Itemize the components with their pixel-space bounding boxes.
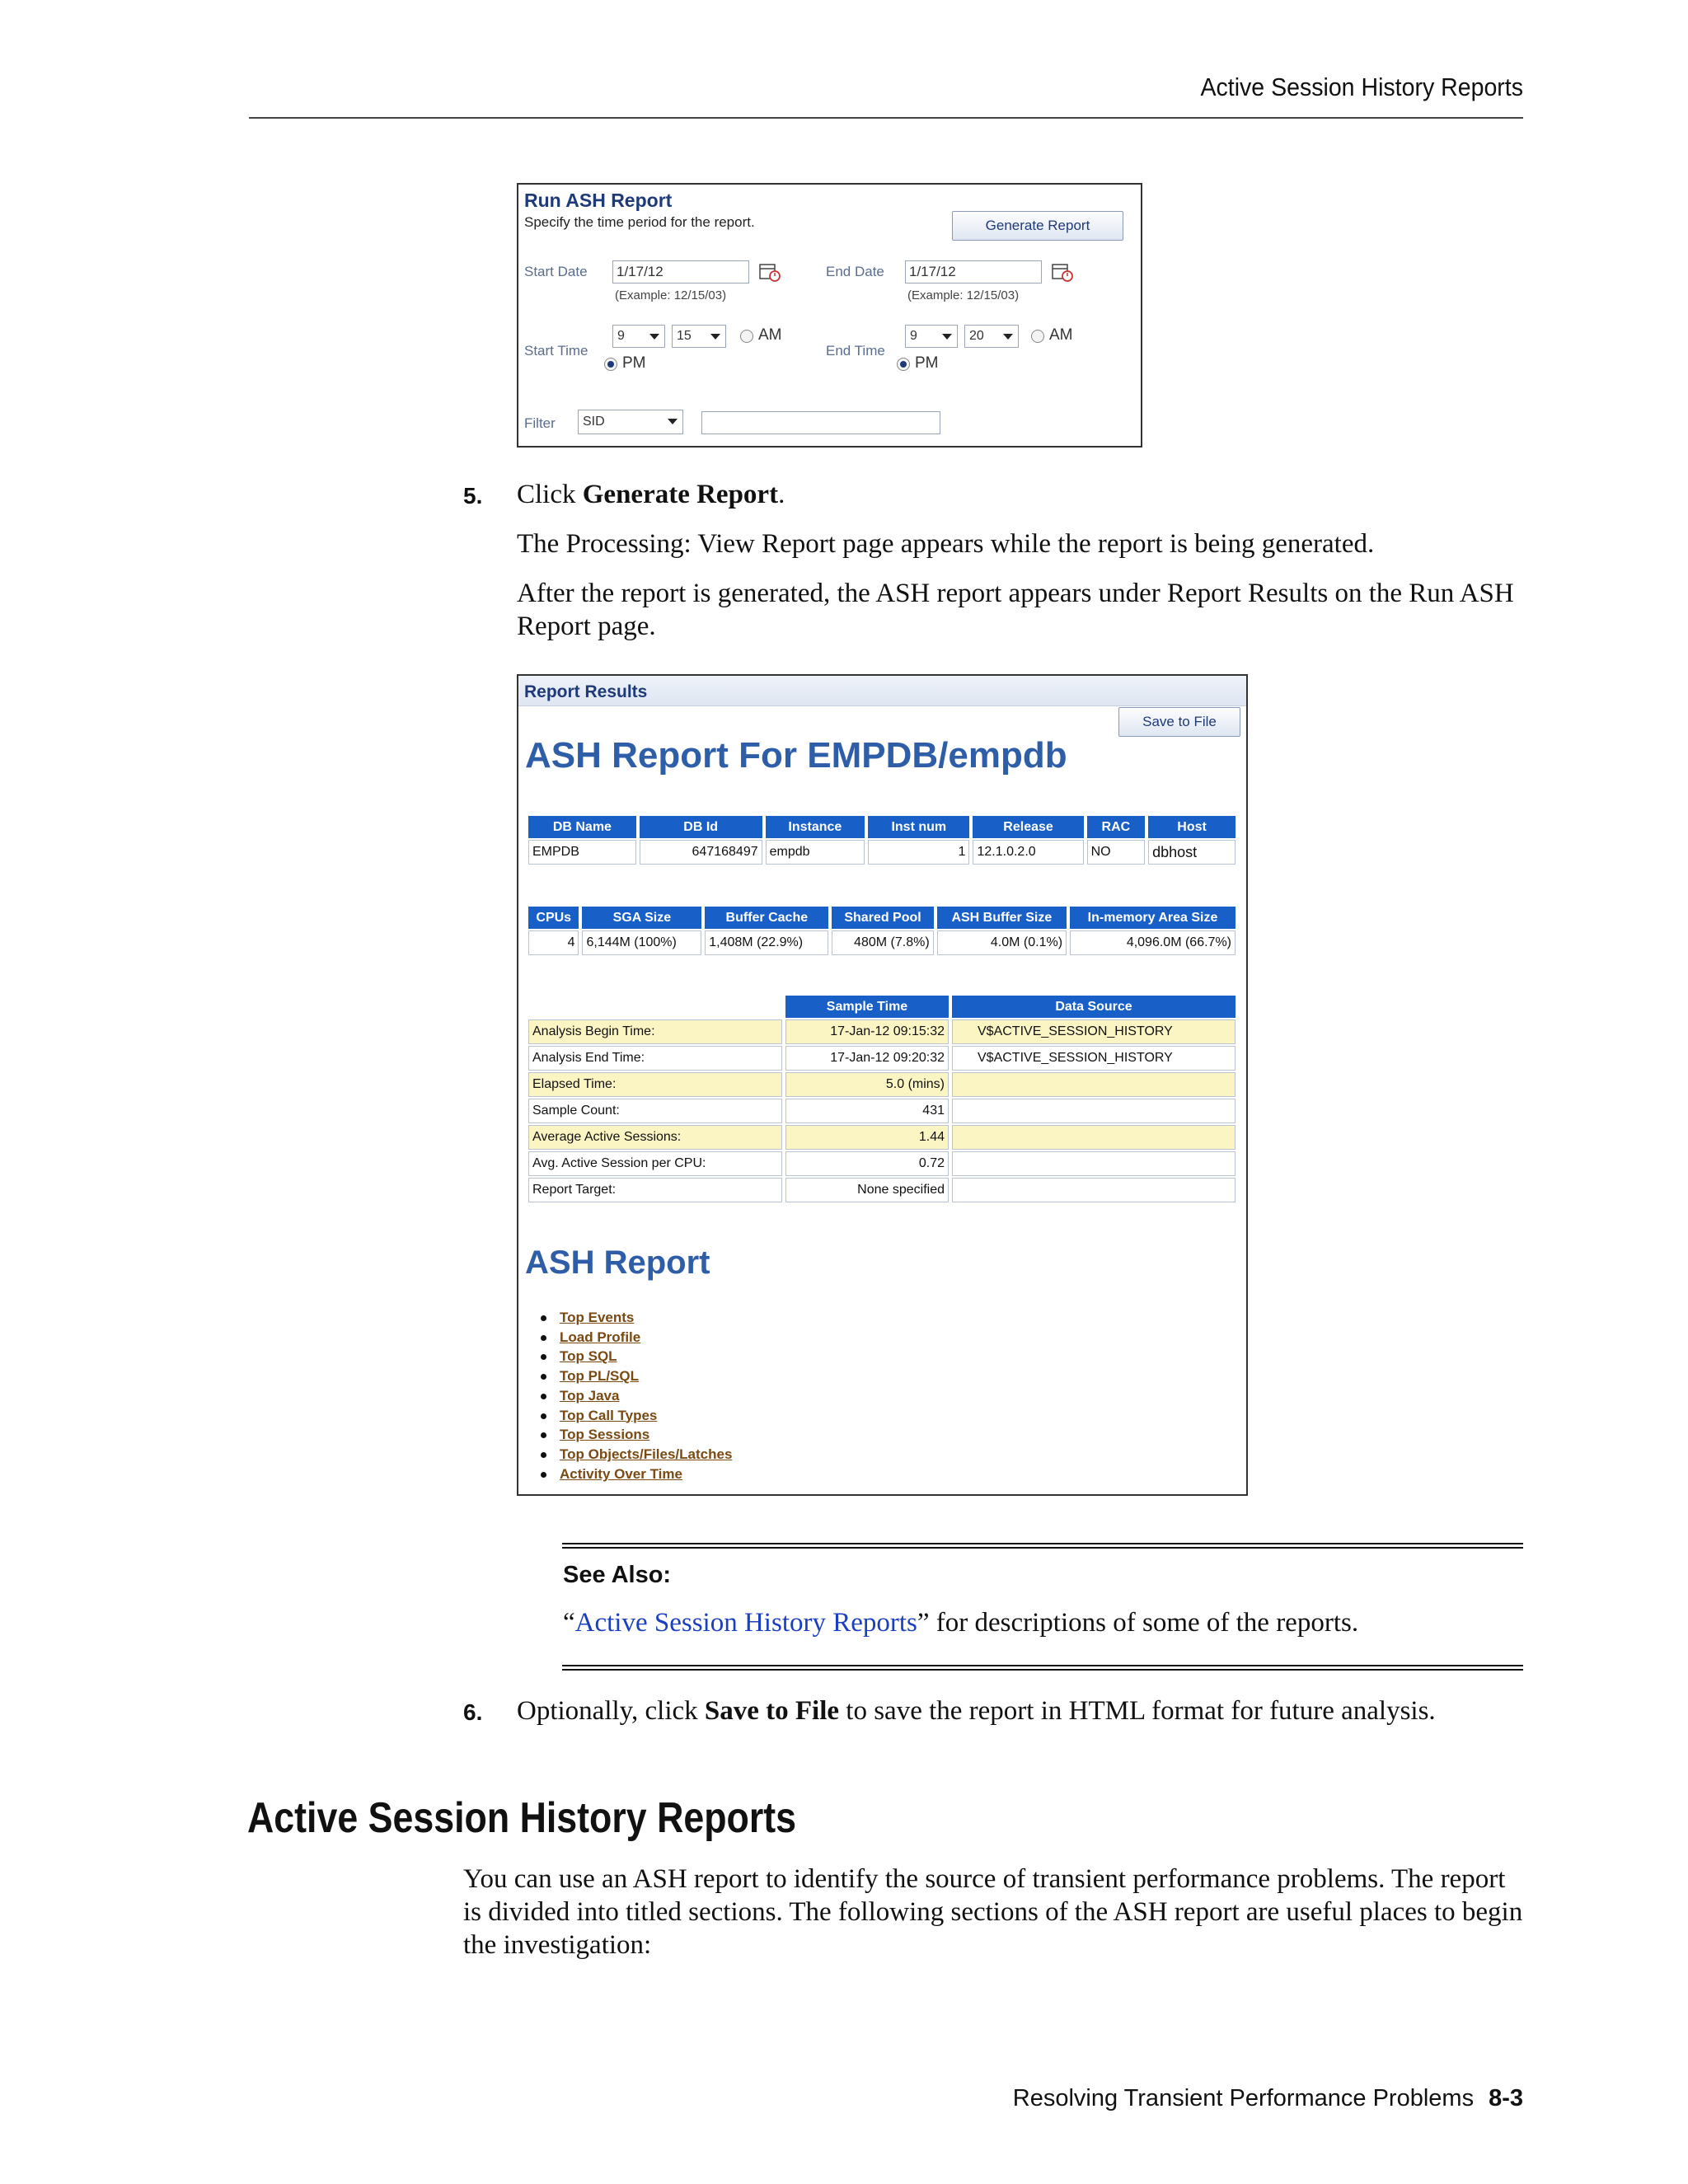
table-cell: 431 [785, 1099, 949, 1123]
table-cell: None specified [785, 1178, 949, 1202]
sample-header-row [528, 996, 1236, 1018]
step-6-text [517, 1694, 1506, 1727]
end-pm-label: PM [915, 354, 939, 372]
chevron-down-icon [649, 334, 659, 340]
table-row [528, 930, 1236, 955]
running-header: Active Session History Reports [1200, 73, 1523, 101]
list-item [560, 1406, 732, 1426]
table-row [528, 1019, 1236, 1044]
step-5-suffix: . [778, 480, 785, 509]
db-header-row [528, 816, 1236, 838]
column-header: Shared Pool [832, 907, 933, 929]
column-header: DB Id [640, 816, 762, 838]
ash-report-section-links [543, 1308, 732, 1483]
end-hour-select[interactable] [905, 325, 958, 348]
column-header-empty [528, 996, 782, 1018]
column-header: Release [973, 816, 1083, 838]
step-6-prefix: Optionally, click [517, 1696, 705, 1726]
chevron-down-icon [668, 419, 678, 424]
table-cell: 1 [868, 840, 969, 865]
end-date-input[interactable]: 1/17/12 [905, 260, 1042, 284]
table-cell: 12.1.0.2.0 [973, 840, 1083, 865]
table-row [528, 840, 1236, 865]
column-header: ASH Buffer Size [937, 907, 1067, 929]
start-am-label: AM [758, 326, 782, 344]
table-cell: V$ACTIVE_SESSION_HISTORY [952, 1019, 1236, 1044]
column-header: In-memory Area Size [1070, 907, 1236, 929]
ash-report-title: ASH Report For EMPDB/empdb [525, 735, 1067, 776]
list-item [560, 1465, 732, 1484]
list-item [560, 1328, 732, 1347]
report-results-panel [517, 674, 1248, 1496]
filter-text-input[interactable] [701, 411, 940, 434]
link-top-call-types[interactable]: Top Call Types [560, 1407, 658, 1423]
column-header: DB Name [528, 816, 636, 838]
step-5-para-1: The Processing: View Report page appears while the report is being generated. [517, 529, 1375, 559]
ash-report-subtitle: ASH Report [525, 1244, 710, 1281]
see-also-rest: ” for descriptions of some of the reports. [917, 1608, 1359, 1638]
generate-report-button[interactable]: Generate Report [952, 211, 1123, 241]
memory-table [525, 905, 1239, 957]
run-ash-subtitle: Specify the time period for the report. [524, 214, 755, 230]
list-item [560, 1308, 732, 1328]
run-ash-report-panel [517, 183, 1142, 448]
page-footer [907, 2085, 1523, 2112]
table-cell [952, 1125, 1236, 1150]
step-number: 6. [463, 1699, 483, 1725]
start-pm-label: PM [622, 354, 646, 372]
memory-header-row [528, 907, 1236, 929]
start-time-label: Start Time [524, 343, 588, 359]
end-pm-radio[interactable] [897, 358, 910, 371]
table-cell: EMPDB [528, 840, 636, 865]
table-row [528, 1072, 1236, 1097]
header-rule [249, 117, 1523, 119]
table-cell: 17-Jan-12 09:20:32 [785, 1046, 949, 1071]
table-row [528, 1125, 1236, 1150]
list-item [560, 1425, 732, 1445]
link-top-objects[interactable]: Top Objects/Files/Latches [560, 1446, 733, 1462]
table-cell: 6,144M (100%) [582, 930, 701, 955]
table-cell: 1.44 [785, 1125, 949, 1150]
chevron-down-icon [942, 334, 952, 340]
step-6-suffix: to save the report in HTML format for future analysis. [839, 1696, 1436, 1726]
start-minute-select[interactable] [672, 325, 726, 348]
db-info-table [525, 814, 1239, 866]
table-cell: 0.72 [785, 1151, 949, 1176]
table-cell: Analysis Begin Time: [528, 1019, 782, 1044]
start-minute-value: 15 [677, 329, 692, 343]
see-also-top-rule [562, 1543, 1523, 1549]
start-hour-value: 9 [617, 329, 625, 343]
table-cell: 480M (7.8%) [832, 930, 933, 955]
table-cell: empdb [766, 840, 865, 865]
start-date-label: Start Date [524, 264, 588, 279]
start-am-radio[interactable] [740, 330, 753, 343]
list-item [560, 1386, 732, 1406]
see-also-link[interactable]: Active Session History Reports [574, 1608, 917, 1638]
table-row [528, 1099, 1236, 1123]
see-also-label: See Also: [563, 1562, 672, 1588]
filter-value: SID [583, 415, 605, 429]
table-cell: Sample Count: [528, 1099, 782, 1123]
table-cell: Avg. Active Session per CPU: [528, 1151, 782, 1176]
end-hour-value: 9 [910, 329, 917, 343]
end-date-hint: (Example: 12/15/03) [907, 288, 1020, 302]
table-cell: 4 [528, 930, 579, 955]
table-row [528, 1151, 1236, 1176]
table-row [528, 1178, 1236, 1202]
step-5-para-2: After the report is generated, the ASH report appears under Report Results on the Run ASH Report page. [517, 579, 1514, 641]
chevron-down-icon [1003, 334, 1013, 340]
table-cell: 647168497 [640, 840, 762, 865]
footer-text: Resolving Transient Performance Problems [1012, 2085, 1475, 2111]
section-paragraph: You can use an ASH report to identify the source of transient performance problems. The report is divided into titled sections. The following sections of the ASH report are useful places to begin the investigation: [463, 1864, 1523, 1960]
calendar-icon[interactable] [1052, 262, 1073, 282]
start-hour-select[interactable] [612, 325, 665, 348]
table-cell: 17-Jan-12 09:15:32 [785, 1019, 949, 1044]
link-activity-over-time[interactable]: Activity Over Time [560, 1465, 682, 1482]
table-cell [952, 1151, 1236, 1176]
list-item [560, 1445, 732, 1465]
start-date-hint: (Example: 12/15/03) [615, 288, 727, 302]
list-item [560, 1366, 732, 1386]
table-cell: 4.0M (0.1%) [937, 930, 1067, 955]
table-cell: Analysis End Time: [528, 1046, 782, 1071]
table-cell [952, 1178, 1236, 1202]
section-heading: Active Session History Reports [247, 1794, 797, 1842]
table-cell: Report Target: [528, 1178, 782, 1202]
filter-select[interactable] [578, 410, 683, 434]
column-header: Data Source [952, 996, 1236, 1018]
link-top-events[interactable]: Top Events [560, 1310, 635, 1325]
column-header: Buffer Cache [705, 907, 828, 929]
table-cell: NO [1087, 840, 1146, 865]
column-header: Instance [766, 816, 865, 838]
link-load-profile[interactable]: Load Profile [560, 1329, 641, 1345]
see-also-text [563, 1608, 1358, 1638]
start-pm-radio[interactable] [604, 358, 617, 371]
column-header: RAC [1087, 816, 1146, 838]
see-also-bottom-rule [562, 1665, 1523, 1671]
step-5-text [517, 478, 1524, 511]
list-item [560, 1347, 732, 1366]
chevron-down-icon [710, 334, 720, 340]
step-number: 5. [463, 483, 483, 509]
filter-label: Filter [524, 415, 556, 431]
end-time-label: End Time [826, 343, 885, 359]
calendar-icon[interactable] [759, 262, 781, 282]
run-ash-title: Run ASH Report [524, 190, 673, 211]
table-cell: 4,096.0M (66.7%) [1070, 930, 1236, 955]
end-am-label: AM [1049, 326, 1073, 344]
step-5-prefix: Click [517, 480, 583, 509]
table-cell: Elapsed Time: [528, 1072, 782, 1097]
end-minute-select[interactable] [964, 325, 1019, 348]
table-cell: 1,408M (22.9%) [705, 930, 828, 955]
table-cell: 5.0 (mins) [785, 1072, 949, 1097]
link-top-plsql[interactable]: Top PL/SQL [560, 1368, 640, 1385]
step-5-ui-term: Generate Report [582, 480, 779, 509]
open-quote: “ [563, 1608, 575, 1638]
start-date-input[interactable]: 1/17/12 [612, 260, 749, 284]
end-date-label: End Date [826, 264, 884, 279]
table-cell: dbhost [1148, 840, 1236, 865]
column-header: CPUs [528, 907, 579, 929]
link-top-java[interactable]: Top Java [560, 1387, 620, 1404]
table-cell [952, 1072, 1236, 1097]
column-header: Sample Time [785, 996, 949, 1018]
sample-summary-table [525, 994, 1239, 1204]
link-top-sessions[interactable]: Top Sessions [560, 1427, 650, 1443]
column-header: SGA Size [582, 907, 701, 929]
end-minute-value: 20 [969, 329, 984, 343]
table-cell: Average Active Sessions: [528, 1125, 782, 1150]
report-results-title: Report Results [524, 682, 648, 701]
column-header: Inst num [868, 816, 969, 838]
link-top-sql[interactable]: Top SQL [560, 1348, 617, 1365]
table-cell: V$ACTIVE_SESSION_HISTORY [952, 1046, 1236, 1071]
table-cell [952, 1099, 1236, 1123]
page-number: 8-3 [1489, 2085, 1523, 2111]
end-am-radio[interactable] [1031, 330, 1044, 343]
column-header: Host [1148, 816, 1236, 838]
save-to-file-button[interactable]: Save to File [1118, 707, 1240, 737]
step-6-ui-term: Save to File [704, 1696, 840, 1726]
table-row [528, 1046, 1236, 1071]
